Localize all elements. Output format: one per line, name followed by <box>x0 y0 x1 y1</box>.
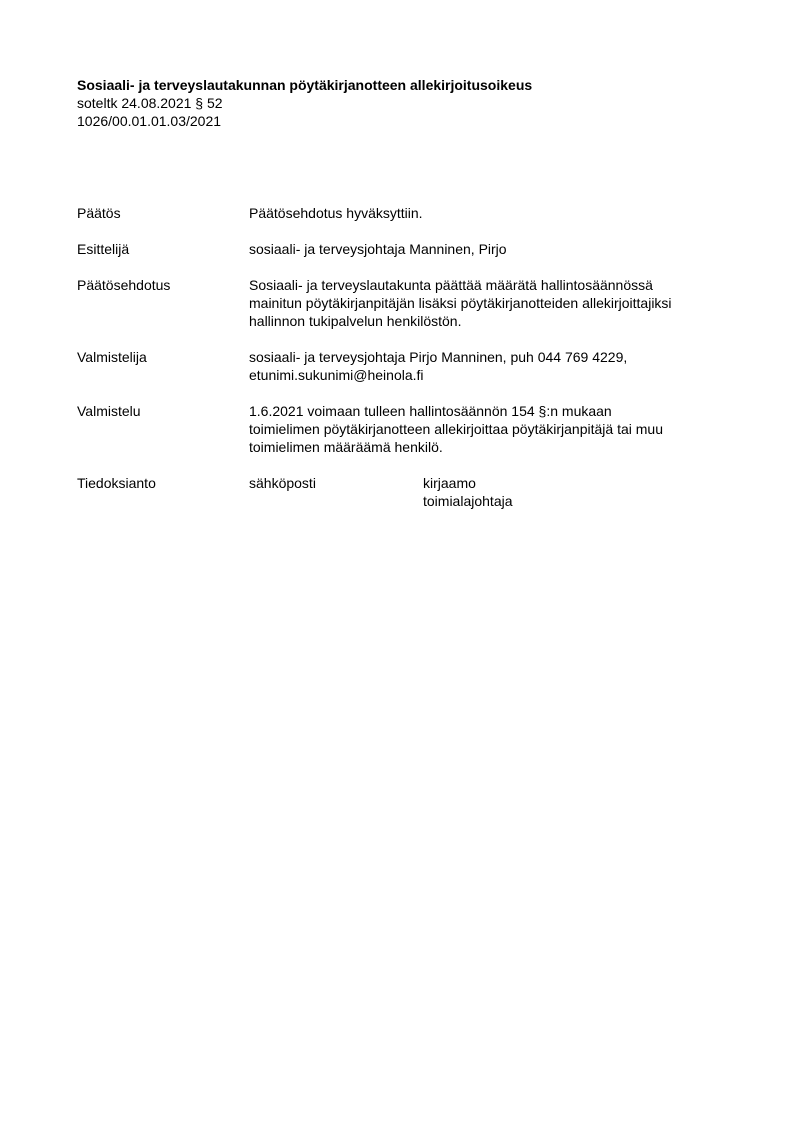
section-esittelija <box>77 240 757 258</box>
section-content <box>249 204 757 222</box>
distribution-method: sähköposti <box>249 475 316 491</box>
section-content <box>249 240 757 258</box>
content-line: Sosiaali- ja terveyslautakunta päättää määrätä hallintosäännössä <box>249 277 653 293</box>
section-content <box>249 348 757 384</box>
section-label: Tiedoksianto <box>77 475 156 491</box>
section-label: Päätös <box>77 205 121 221</box>
section-paatos <box>77 204 757 222</box>
recipient: kirjaamo <box>423 475 476 491</box>
document-page <box>77 76 757 509</box>
section-content <box>249 276 757 330</box>
section-valmistelu <box>77 402 757 456</box>
section-label: Valmistelija <box>77 349 147 365</box>
recipient: toimialajohtaja <box>423 493 513 509</box>
decision-sections <box>77 204 757 528</box>
content-line: toimielimen määräämä henkilö. <box>249 439 443 455</box>
section-tiedoksianto <box>77 474 757 510</box>
record-number: 1026/00.01.01.03/2021 <box>77 113 222 129</box>
meeting-reference: soteltk 24.08.2021 § 52 <box>77 95 223 111</box>
section-label: Valmistelu <box>77 403 141 419</box>
document-title: Sosiaali- ja terveyslautakunnan pöytäkirjanotteen allekirjoitusoikeus <box>77 77 533 93</box>
content-line: mainitun pöytäkirjanpitäjän lisäksi pöytäkirjanotteiden allekirjoittajiksi <box>249 295 672 311</box>
section-valmistelija <box>77 348 757 384</box>
content-line: hallinnon tukipalvelun henkilöstön. <box>249 313 462 329</box>
distribution <box>249 474 757 510</box>
content-line: sosiaali- ja terveysjohtaja Manninen, Pirjo <box>249 241 507 257</box>
distribution-recipients <box>423 474 757 510</box>
section-paatosehdotus <box>77 276 757 330</box>
section-label: Päätösehdotus <box>77 277 171 293</box>
content-line: 1.6.2021 voimaan tulleen hallintosäännön 154 §:n mukaan <box>249 403 612 419</box>
content-line: sosiaali- ja terveysjohtaja Pirjo Manninen, puh 044 769 4229, <box>249 349 628 365</box>
email-address: etunimi.sukunimi@heinola.fi <box>249 367 424 383</box>
section-content <box>249 402 757 456</box>
content-line: toimielimen pöytäkirjanotteen allekirjoittaa pöytäkirjanpitäjä tai muu <box>249 421 663 437</box>
content-line: Päätösehdotus hyväksyttiin. <box>249 205 423 221</box>
section-label: Esittelijä <box>77 241 130 257</box>
